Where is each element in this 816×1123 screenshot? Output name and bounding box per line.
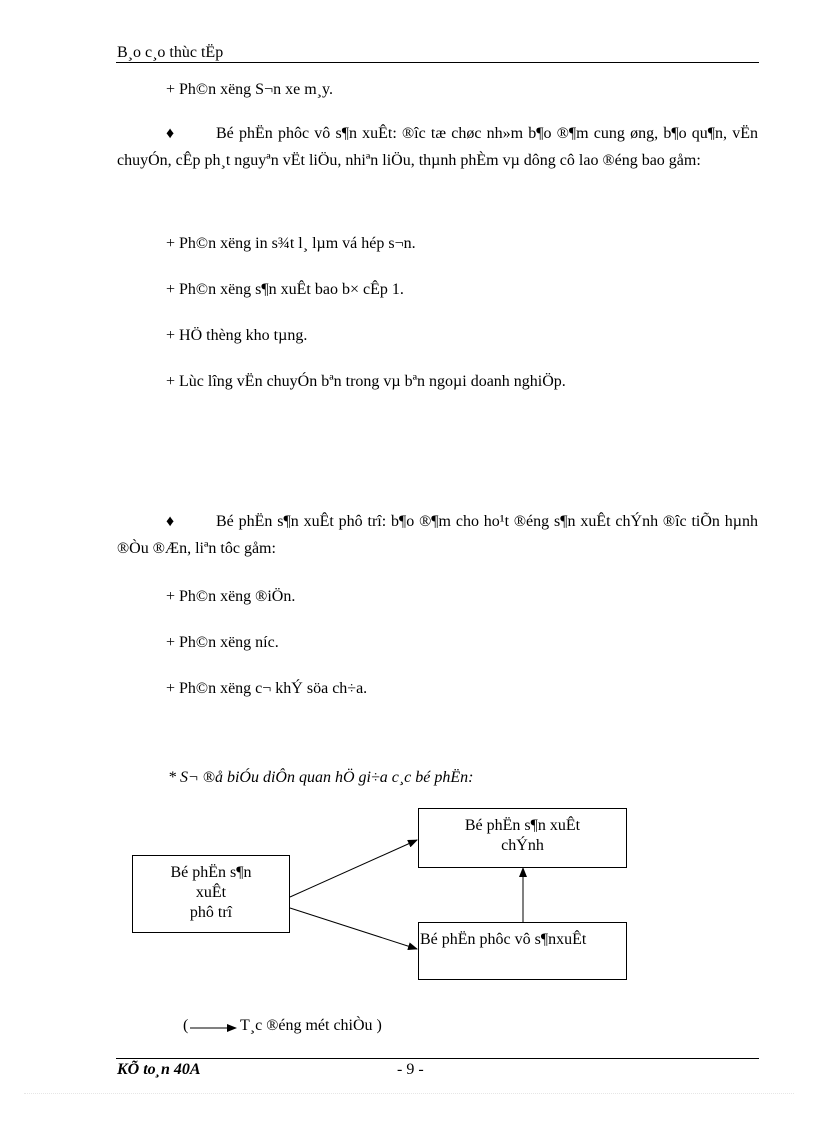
list-item: + Ph©n xëng ®iÖn. [166, 588, 296, 605]
list-item: + Ph©n xëng níc. [166, 634, 279, 651]
box-aux-line: xuÊt [195, 884, 227, 901]
list-item: + Ph©n xëng in s¾t l¸ lµm vá hép s¬n. [166, 235, 416, 252]
list-item: + Ph©n xëng s¶n xuÊt bao b× cÊp 1. [166, 281, 404, 298]
box-auxiliary-production [132, 855, 290, 933]
box-production-service [418, 922, 627, 980]
section2-text: Bé phËn s¶n xuÊt phô trî: b¶o ®¶m cho ho¹t ®éng s¶n xuÊt chÝnh ®îc tiÕn hµnh ®Òu ®Æn, liªn tôc gåm: [117, 513, 758, 557]
diagram-caption: * S¬ ®å biÓu diÔn quan hÖ gi÷a c¸c bé phËn: [168, 769, 474, 786]
legend-open-paren: ( [183, 1017, 189, 1034]
list-item: + Lùc lîng vËn chuyÓn bªn trong vµ bªn ngoµi doanh nghiÖp. [166, 373, 566, 390]
box-aux-line: phô trî [189, 904, 233, 921]
intro-line: + Ph©n xëng S¬n xe m¸y. [166, 81, 333, 98]
list-item: + Ph©n xëng c¬ khÝ söa ch÷a. [166, 680, 368, 697]
list-item: + HÖ thèng kho tµng. [166, 327, 308, 344]
box-main-production [418, 808, 627, 868]
footer-class-label: KÕ to¸n 40A [117, 1061, 201, 1078]
arrow-aux-to-service [290, 908, 417, 949]
box-main-line: chÝnh [501, 837, 544, 854]
page-number: - 9 - [397, 1061, 424, 1078]
box-main-line: Bé phËn s¶n xuÊt [464, 817, 581, 834]
diamond-bullet-icon: ♦ [166, 513, 175, 530]
page-header-title: B¸o c¸o thùc tËp [117, 44, 224, 61]
legend-text: T¸c ®éng mét chiÒu ) [240, 1017, 382, 1034]
box-aux-line: Bé phËn s¶n [170, 864, 252, 881]
section1-text: Bé phËn phôc vô s¶n xuÊt: ®îc tæ chøc nh»m b¶o ®¶m cung øng, b¶o qu¶n, vËn chuyÓn, cÊp ph¸t nguyªn vËt liÖu, nhiªn liÖu, thµnh phÈm vµ dông cô lao ®éng bao gåm: [117, 125, 758, 169]
box-service-line: Bé phËn phôc vô s¶nxuÊt [420, 931, 587, 948]
diamond-bullet-icon: ♦ [166, 125, 175, 142]
arrow-aux-to-main [290, 840, 417, 897]
page-edge-divider [24, 1093, 794, 1094]
footer-divider [116, 1058, 759, 1059]
